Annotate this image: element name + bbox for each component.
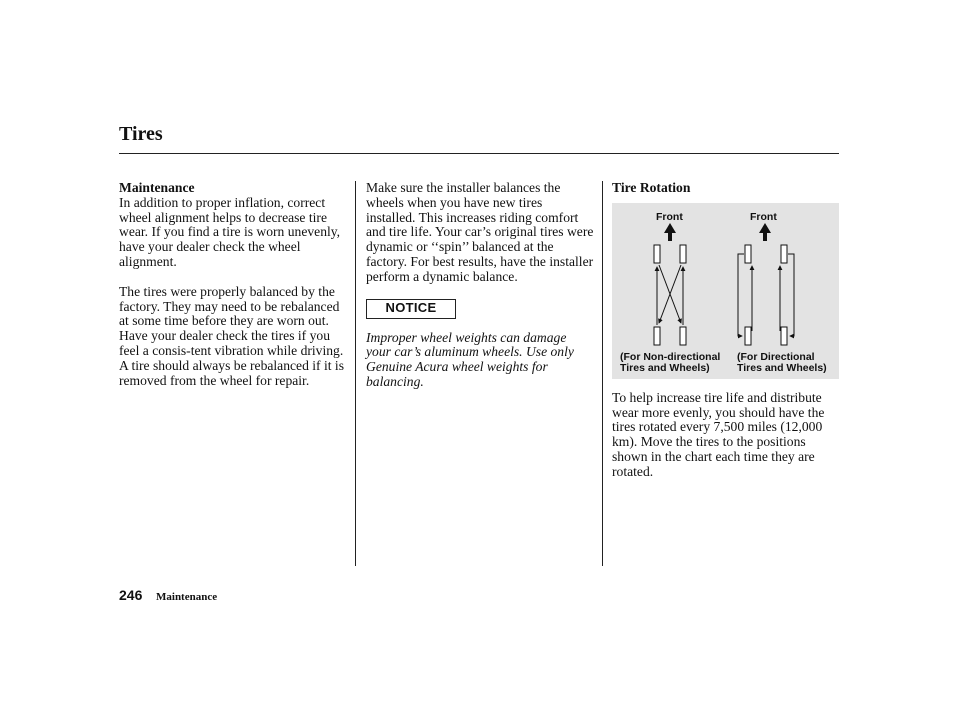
front-arrow-right-icon: [759, 223, 771, 241]
column-3: [612, 181, 839, 495]
front-arrow-left-icon: [664, 223, 676, 241]
non-directional-arrows: [657, 265, 683, 325]
caption-directional-line1: (For Directional: [737, 350, 815, 363]
front-label-left: Front: [656, 210, 683, 223]
tire-rotation-diagram: [612, 203, 839, 379]
directional-arrows: [738, 254, 794, 336]
title-divider: [119, 153, 839, 154]
caption-non-directional-line1: (For Non-directional: [620, 350, 721, 363]
page-title: Tires: [119, 123, 163, 145]
caption-non-directional-line2: Tires and Wheels): [620, 361, 710, 374]
page-number: 246: [119, 587, 143, 603]
footer-section-label: Maintenance: [156, 591, 218, 603]
alignment-paragraph: In addition to proper inflation, correct wheel alignment helps to decrease tire wear. If you find a tire is worn unevenly, have your dealer check the wheel alignment.: [119, 194, 341, 269]
column-2: [366, 181, 594, 405]
column-divider-2: [602, 181, 603, 566]
installer-paragraph: Make sure the installer balances the wheels when you have new tires installed. This increases riding comfort and tire life. Your car’s original tires were dynamic or ‘‘spin’’ balanced at the factory. For best results, have the installer perform a dynamic balance.: [366, 180, 594, 284]
notice-text: Improper wheel weights can damage your car’s aluminum wheels. Use only Genuine Acura wheel weights for balancing.: [366, 329, 574, 389]
front-label-right: Front: [750, 210, 777, 223]
rotation-paragraph: To help increase tire life and distribute wear more evenly, you should have the tires rotated every 7,500 miles (12,000 km). Move the tires to the positions shown in the chart each time they are rotated.: [612, 389, 825, 479]
notice-label: NOTICE: [385, 300, 437, 316]
column-divider-1: [355, 181, 356, 566]
caption-directional-line2: Tires and Wheels): [737, 361, 827, 374]
tire-rotation-subheading: Tire Rotation: [612, 180, 691, 195]
directional-tires: [745, 245, 787, 345]
notice-badge: [366, 299, 456, 319]
balancing-paragraph: The tires were properly balanced by the factory. They may need to be rebalanced at some time before they are worn out. Have your dealer check the tires if you feel a consis-tent vibration while driving. A tire should always be rebalanced if it is removed from the wheel for repair.: [119, 283, 344, 388]
maintenance-subheading: Maintenance: [119, 180, 195, 195]
column-1: [119, 181, 347, 403]
